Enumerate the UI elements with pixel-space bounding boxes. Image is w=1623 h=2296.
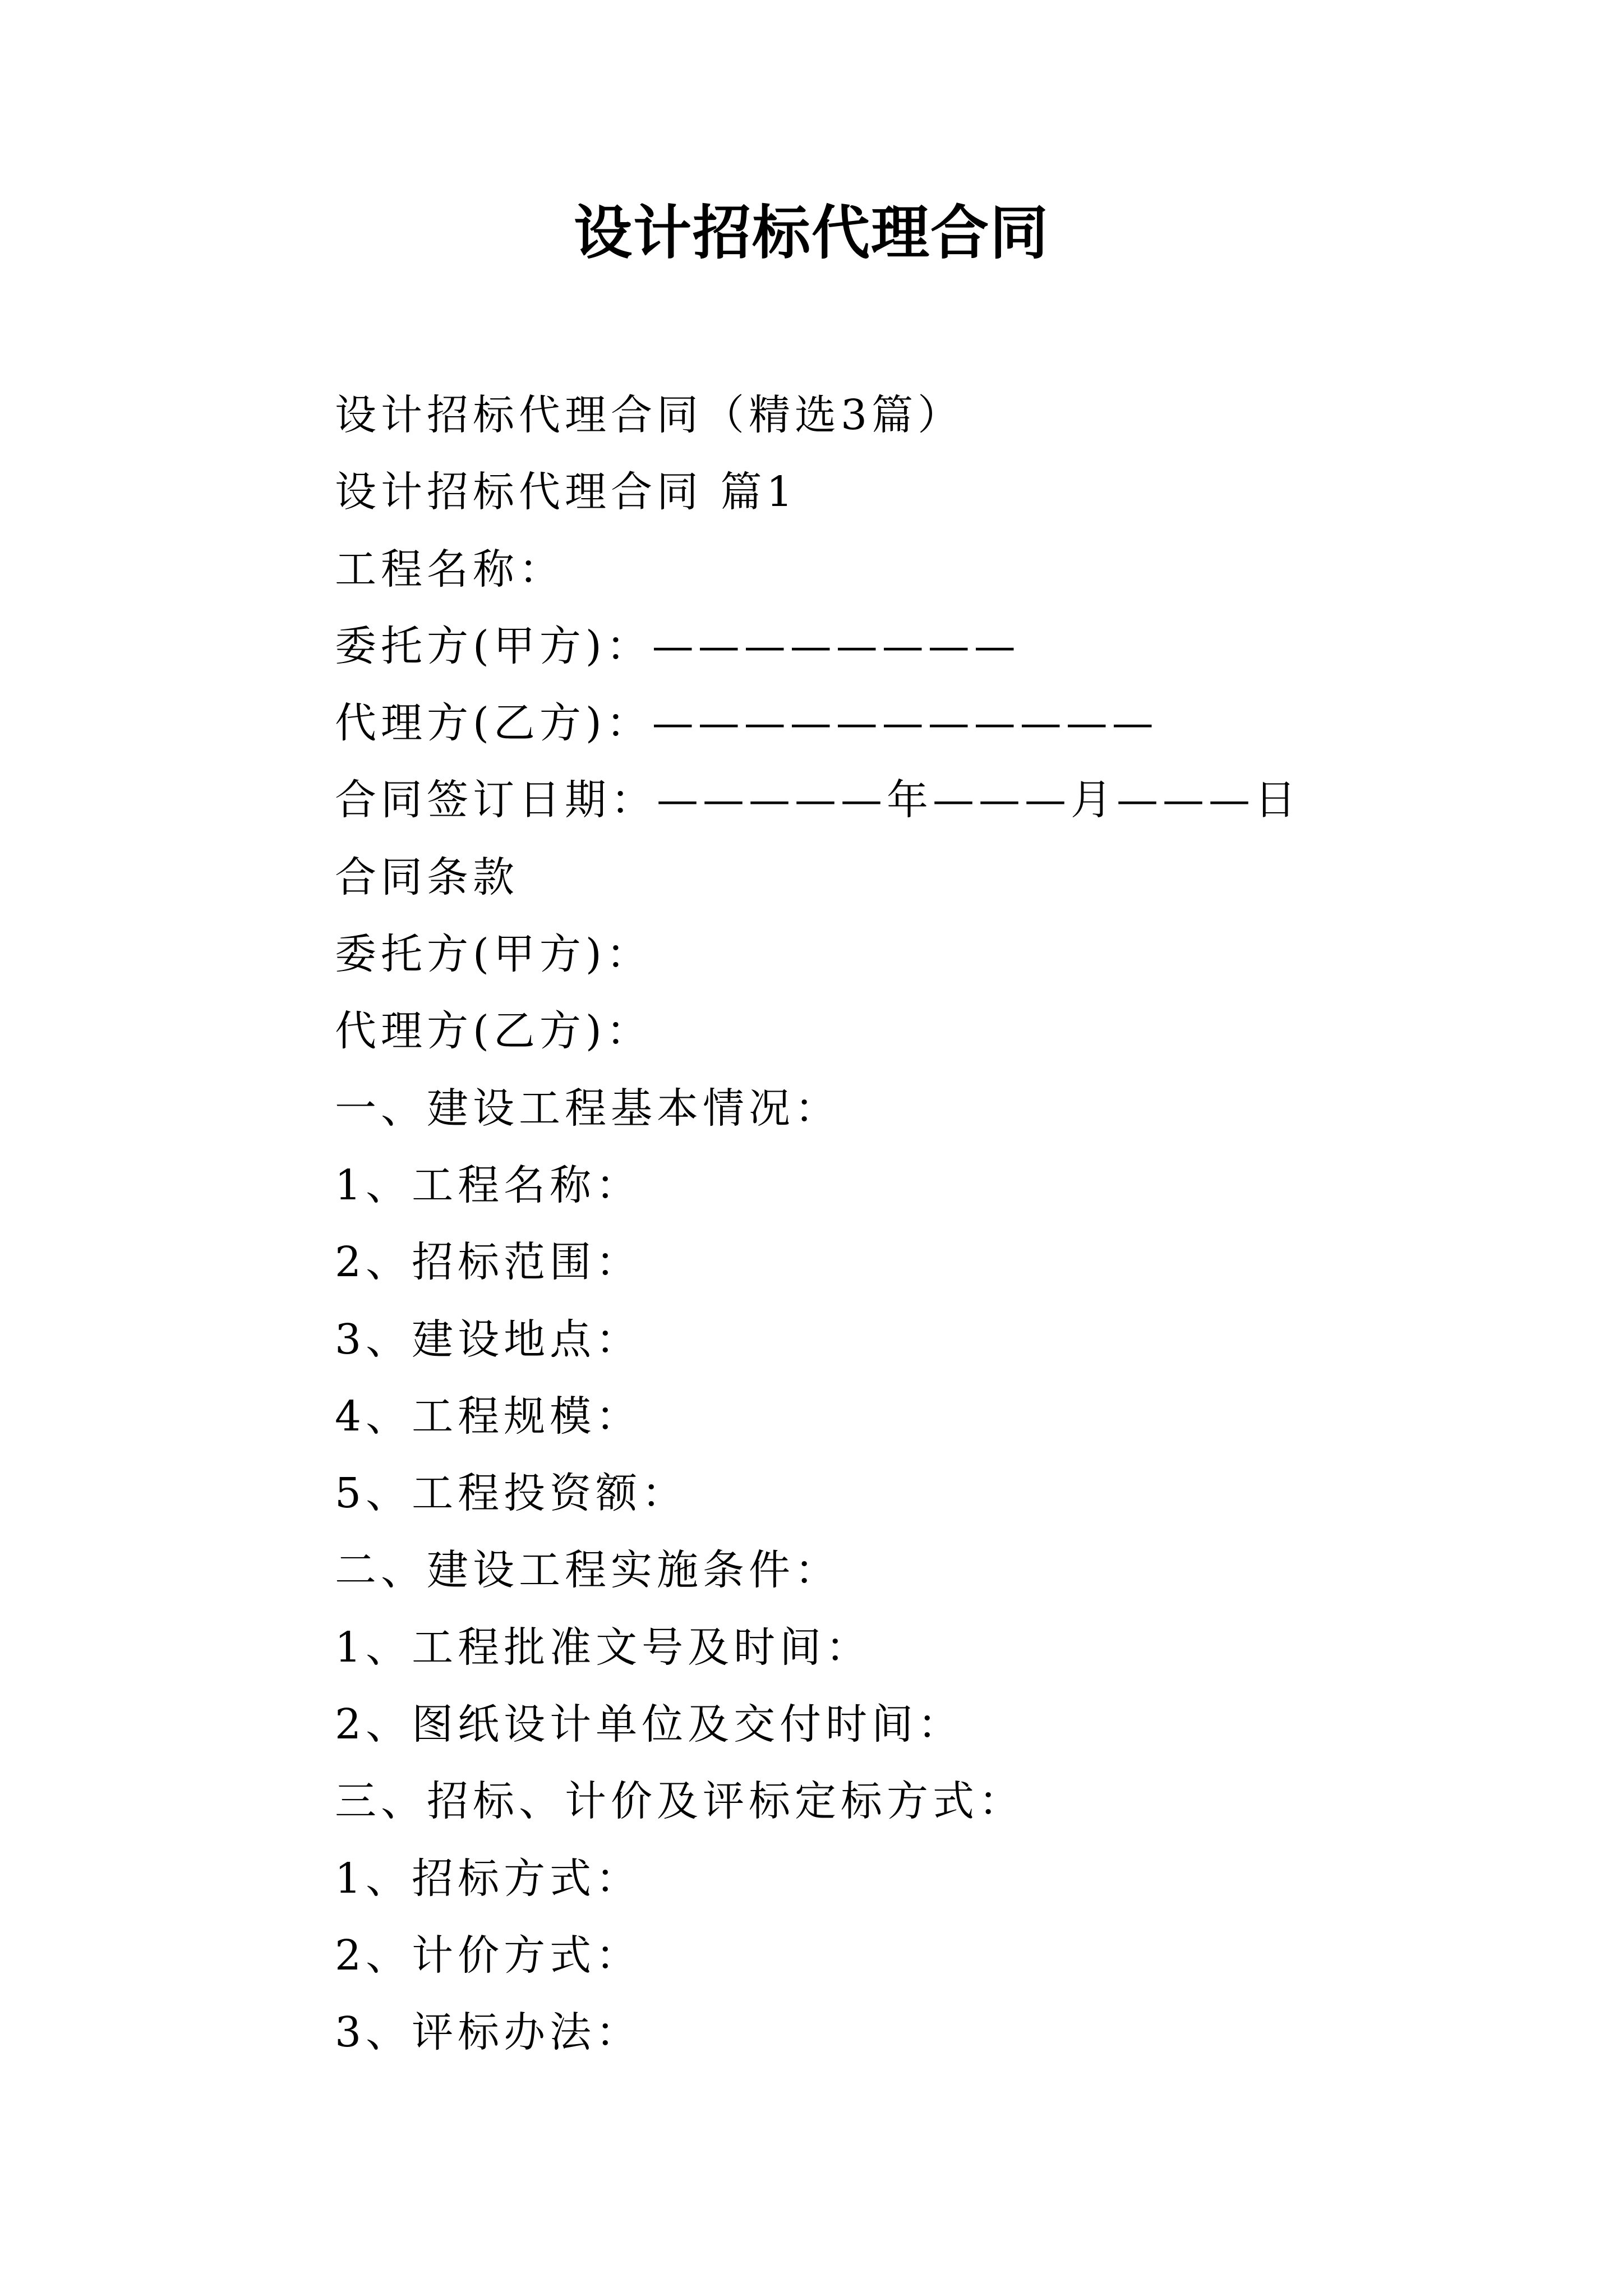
clause-item: 2、图纸设计单位及交付时间： — [335, 1700, 964, 1749]
clause-item: 2、计价方式： — [335, 1931, 642, 1980]
clause-item: 1、工程名称： — [335, 1161, 642, 1209]
subtitle-line: 设计招标代理合同（精选3篇） — [335, 391, 964, 439]
section-heading: 设计招标代理合同 篇1 — [335, 468, 797, 517]
clause-heading-2: 二、建设工程实施条件： — [335, 1546, 841, 1595]
clause-item: 2、招标范围： — [335, 1238, 642, 1287]
document-body — [335, 377, 1513, 2072]
project-name-line: 工程名称： — [335, 545, 565, 593]
contract-terms-heading: 合同条款 — [335, 853, 519, 901]
clause-heading-1: 一、建设工程基本情况： — [335, 1084, 841, 1133]
clause-item: 3、评标办法： — [335, 2008, 642, 2057]
client-party-line-2: 委托方(甲方)： — [335, 930, 652, 979]
document-title: 设计招标代理合同 — [573, 198, 1049, 267]
clause-item: 4、工程规模： — [335, 1392, 642, 1441]
clause-item: 1、工程批准文号及时间： — [335, 1623, 872, 1672]
agent-party-line: 代理方(乙方)：——————————— — [335, 699, 1158, 748]
clause-item: 5、工程投资额： — [335, 1469, 688, 1518]
signing-date-line: 合同签订日期：—————年———月———日 — [335, 776, 1301, 825]
clause-item: 3、建设地点： — [335, 1315, 642, 1364]
agent-party-line-2: 代理方(乙方)： — [335, 1007, 652, 1056]
clause-heading-3: 三、招标、计价及评标定标方式： — [335, 1777, 1025, 1826]
client-party-line: 委托方(甲方)：———————— — [335, 622, 1020, 670]
clause-item: 1、招标方式： — [335, 1854, 642, 1903]
